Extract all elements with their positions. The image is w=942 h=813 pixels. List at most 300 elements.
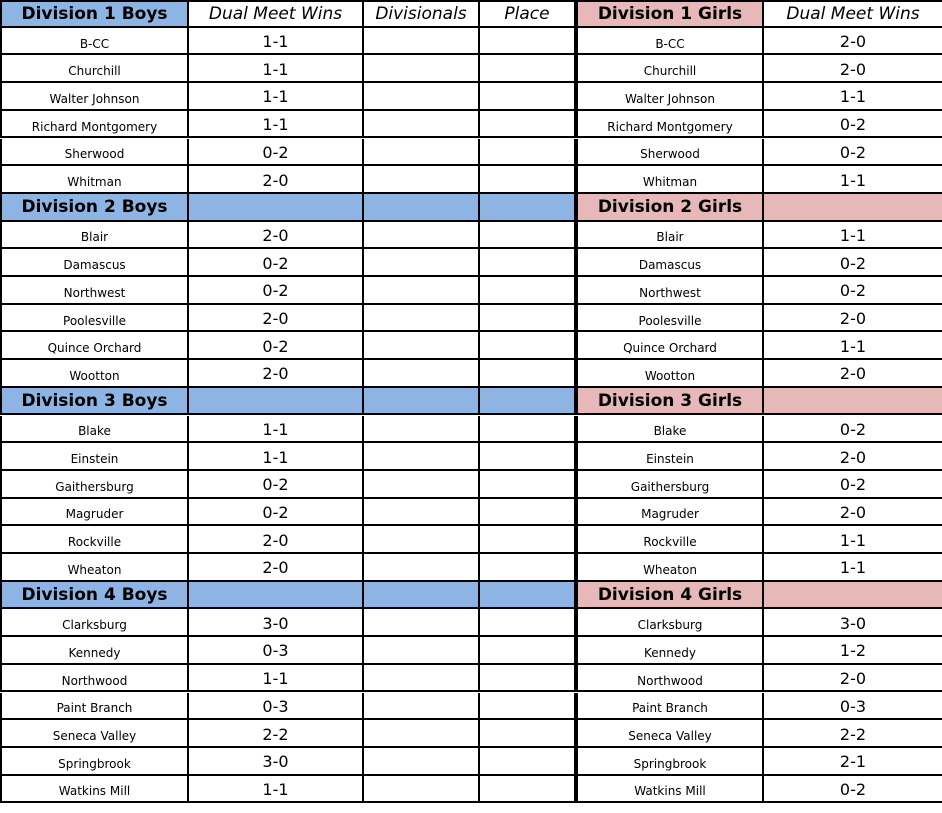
girls-record-cell[interactable] (764, 637, 942, 665)
division-boys-title-text: Division 1 Boys (21, 3, 168, 24)
divisionals-cell[interactable] (364, 443, 480, 471)
divisionals-cell[interactable] (364, 471, 480, 499)
boys-school-cell-text: Rockville (67, 535, 122, 550)
column-header-place[interactable] (480, 0, 578, 28)
boys-record-cell[interactable] (189, 416, 364, 444)
table-row (0, 637, 942, 665)
girls-record-cell-text: 1-1 (839, 170, 867, 190)
girls-school-cell[interactable] (578, 637, 764, 665)
boys-record-cell[interactable] (189, 55, 364, 83)
column-header-divisionals[interactable] (364, 582, 480, 610)
divisionals-cell[interactable] (364, 554, 480, 582)
girls-record-cell-text: 2-2 (839, 724, 867, 744)
girls-record-cell-text: 1-1 (839, 225, 867, 245)
divisionals-cell[interactable] (364, 222, 480, 250)
boys-school-cell[interactable] (0, 637, 189, 665)
boys-record-cell[interactable] (189, 499, 364, 527)
girls-record-cell[interactable] (764, 693, 942, 721)
divisionals-cell[interactable] (364, 28, 480, 56)
boys-record-cell[interactable] (189, 748, 364, 776)
girls-school-cell[interactable] (578, 693, 764, 721)
boys-school-cell[interactable] (0, 332, 189, 360)
girls-school-cell[interactable] (578, 166, 764, 194)
boys-record-cell-text: 1-1 (262, 87, 289, 107)
boys-school-cell-text: B-CC (79, 36, 110, 51)
divisionals-cell[interactable] (364, 111, 480, 139)
place-cell[interactable] (480, 693, 578, 721)
boys-record-cell-text: 2-0 (262, 309, 289, 329)
boys-record-cell[interactable] (189, 332, 364, 360)
girls-school-cell-text: Rockville (643, 535, 697, 550)
boys-school-cell[interactable] (0, 776, 189, 804)
divisionals-cell[interactable] (364, 526, 480, 554)
place-cell[interactable] (480, 609, 578, 637)
boys-school-cell-text: Whitman (67, 175, 122, 190)
girls-school-cell[interactable] (578, 139, 764, 167)
boys-record-cell-text: 0-2 (262, 502, 289, 522)
boys-record-cell[interactable] (189, 222, 364, 250)
girls-record-cell[interactable] (764, 416, 942, 444)
divisionals-cell[interactable] (364, 55, 480, 83)
girls-record-cell[interactable] (764, 554, 942, 582)
boys-record-cell-text: 3-0 (262, 752, 289, 772)
girls-record-cell-text: 0-2 (839, 419, 867, 439)
boys-school-cell-text: Quince Orchard (47, 341, 142, 356)
column-header-dual-meet-wins[interactable] (189, 194, 364, 222)
girls-school-cell[interactable] (578, 55, 764, 83)
column-header-divisionals[interactable] (364, 0, 480, 28)
place-cell[interactable] (480, 332, 578, 360)
girls-school-cell-text: Clarksburg (637, 618, 703, 633)
table-row (0, 111, 942, 139)
place-cell[interactable] (480, 55, 578, 83)
column-header-dual-meet-wins-girls[interactable] (764, 582, 942, 610)
girls-school-cell-text: Richard Montgomery (607, 119, 733, 134)
table-row (0, 28, 942, 56)
boys-school-cell-text: Watkins Mill (58, 784, 131, 799)
girls-school-cell[interactable] (578, 499, 764, 527)
column-header-dual-meet-wins[interactable] (189, 0, 364, 28)
girls-record-cell[interactable] (764, 499, 942, 527)
boys-record-cell-text: 2-0 (262, 170, 289, 190)
boys-record-cell-text: 0-3 (262, 641, 289, 661)
girls-record-cell-text: 0-2 (839, 281, 867, 301)
girls-school-cell-text: Northwood (637, 673, 703, 688)
place-cell[interactable] (480, 416, 578, 444)
table-row (0, 416, 942, 444)
girls-record-cell[interactable] (764, 360, 942, 388)
girls-record-cell[interactable] (764, 332, 942, 360)
boys-school-cell[interactable] (0, 416, 189, 444)
girls-record-cell[interactable] (764, 83, 942, 111)
boys-record-cell-text: 1-1 (262, 115, 289, 135)
table-row (0, 609, 942, 637)
table-row (0, 249, 942, 277)
boys-school-cell[interactable] (0, 139, 189, 167)
place-cell[interactable] (480, 305, 578, 333)
girls-record-cell-text: 2-0 (839, 309, 867, 329)
girls-school-cell[interactable] (578, 28, 764, 56)
table-row (0, 499, 942, 527)
divisionals-cell[interactable] (364, 609, 480, 637)
girls-school-cell[interactable] (578, 111, 764, 139)
boys-school-cell-text: Magruder (65, 507, 124, 522)
girls-record-cell-text: 0-2 (839, 779, 867, 799)
girls-school-cell[interactable] (578, 471, 764, 499)
place-cell[interactable] (480, 249, 578, 277)
division-boys-title[interactable] (0, 388, 189, 416)
girls-school-cell[interactable] (578, 277, 764, 305)
boys-record-cell-text: 0-2 (262, 253, 289, 273)
girls-record-cell[interactable] (764, 55, 942, 83)
girls-record-cell-text: 0-2 (839, 475, 867, 495)
boys-school-cell[interactable] (0, 360, 189, 388)
divisionals-cell[interactable] (364, 305, 480, 333)
divisionals-cell[interactable] (364, 249, 480, 277)
divisionals-cell[interactable] (364, 277, 480, 305)
divisionals-cell[interactable] (364, 166, 480, 194)
division-girls-title[interactable] (578, 582, 764, 610)
girls-record-cell-text: 1-1 (839, 87, 867, 107)
girls-record-cell[interactable] (764, 665, 942, 693)
girls-school-cell-text: Damascus (638, 258, 702, 273)
girls-school-cell-text: Quince Orchard (623, 341, 717, 356)
column-header-place[interactable] (480, 194, 578, 222)
boys-record-cell[interactable] (189, 139, 364, 167)
boys-school-cell-text: Northwest (63, 285, 126, 300)
girls-record-cell-text: 0-2 (839, 115, 867, 135)
place-cell[interactable] (480, 166, 578, 194)
girls-school-cell[interactable] (578, 554, 764, 582)
divisionals-cell[interactable] (364, 139, 480, 167)
divisionals-cell[interactable] (364, 83, 480, 111)
girls-record-cell[interactable] (764, 139, 942, 167)
division-header-row (0, 194, 942, 222)
division-girls-title[interactable] (578, 194, 764, 222)
table-row (0, 139, 942, 167)
column-header-dual-meet-wins[interactable] (189, 388, 364, 416)
division-header-row (0, 388, 942, 416)
table-row (0, 443, 942, 471)
girls-record-cell-text: 2-0 (839, 59, 867, 79)
boys-record-cell[interactable] (189, 249, 364, 277)
boys-school-cell-text: Wheaton (67, 562, 122, 577)
place-cell[interactable] (480, 665, 578, 693)
boys-record-cell-text: 0-2 (262, 475, 289, 495)
table-row (0, 166, 942, 194)
boys-school-cell[interactable] (0, 526, 189, 554)
boys-record-cell-text: 0-3 (262, 696, 289, 716)
place-cell[interactable] (480, 360, 578, 388)
girls-school-cell[interactable] (578, 776, 764, 804)
boys-record-cell-text: 0-2 (262, 281, 289, 301)
girls-record-cell-text: 2-0 (839, 669, 867, 689)
boys-record-cell-text: 3-0 (262, 613, 289, 633)
girls-record-cell-text: 1-1 (839, 336, 867, 356)
divisionals-cell[interactable] (364, 499, 480, 527)
place-cell[interactable] (480, 554, 578, 582)
girls-record-cell[interactable] (764, 222, 942, 250)
boys-record-cell[interactable] (189, 776, 364, 804)
girls-school-cell[interactable] (578, 526, 764, 554)
girls-school-cell[interactable] (578, 360, 764, 388)
divisionals-cell[interactable] (364, 748, 480, 776)
boys-record-cell[interactable] (189, 277, 364, 305)
boys-record-cell[interactable] (189, 526, 364, 554)
boys-school-cell[interactable] (0, 277, 189, 305)
place-cell[interactable] (480, 277, 578, 305)
boys-school-cell[interactable] (0, 499, 189, 527)
boys-record-cell-text: 1-1 (262, 59, 289, 79)
boys-school-cell[interactable] (0, 305, 189, 333)
divisionals-cell[interactable] (364, 637, 480, 665)
boys-school-cell-text: Paint Branch (56, 701, 133, 716)
table-row (0, 693, 942, 721)
girls-record-cell[interactable] (764, 748, 942, 776)
table-row (0, 554, 942, 582)
boys-record-cell-text: 1-1 (262, 447, 289, 467)
divisionals-cell[interactable] (364, 693, 480, 721)
column-header-dual-meet-wins-girls[interactable] (764, 388, 942, 416)
boys-record-cell[interactable] (189, 443, 364, 471)
boys-school-cell[interactable] (0, 471, 189, 499)
boys-school-cell[interactable] (0, 443, 189, 471)
place-cell[interactable] (480, 111, 578, 139)
girls-school-cell-text: Wootton (644, 368, 696, 383)
boys-school-cell-text: Sherwood (64, 147, 125, 162)
girls-record-cell[interactable] (764, 28, 942, 56)
boys-record-cell[interactable] (189, 360, 364, 388)
girls-record-cell-text: 2-0 (839, 502, 867, 522)
girls-record-cell-text: 2-1 (839, 752, 867, 772)
boys-record-cell[interactable] (189, 554, 364, 582)
boys-school-cell-text: Einstein (70, 452, 119, 467)
boys-record-cell[interactable] (189, 83, 364, 111)
boys-record-cell[interactable] (189, 166, 364, 194)
boys-record-cell[interactable] (189, 693, 364, 721)
boys-school-cell-text: Wootton (69, 368, 120, 383)
place-cell[interactable] (480, 222, 578, 250)
division-boys-title[interactable] (0, 582, 189, 610)
girls-record-cell-text: 1-1 (839, 558, 867, 578)
boys-record-cell-text: 1-1 (262, 419, 289, 439)
girls-record-cell-text: 1-1 (839, 530, 867, 550)
place-cell[interactable] (480, 471, 578, 499)
boys-record-cell-text: 1-1 (262, 32, 289, 52)
table-row (0, 222, 942, 250)
girls-record-cell[interactable] (764, 277, 942, 305)
boys-school-cell-text: Richard Montgomery (31, 119, 158, 134)
girls-record-cell-text: 3-0 (839, 613, 867, 633)
place-cell[interactable] (480, 748, 578, 776)
table-row (0, 55, 942, 83)
girls-record-cell-text: 0-3 (839, 696, 867, 716)
division-girls-title-text: Division 4 Girls (597, 584, 743, 605)
boys-record-cell[interactable] (189, 111, 364, 139)
girls-school-cell[interactable] (578, 416, 764, 444)
column-header-divisionals[interactable] (364, 388, 480, 416)
girls-school-cell-text: B-CC (655, 36, 685, 51)
boys-school-cell-text: Poolesville (63, 313, 126, 328)
girls-record-cell-text: 2-0 (839, 447, 867, 467)
boys-school-cell-text: Kennedy (68, 645, 121, 660)
boys-school-cell[interactable] (0, 111, 189, 139)
place-cell[interactable] (480, 526, 578, 554)
boys-school-cell[interactable] (0, 748, 189, 776)
divisionals-cell[interactable] (364, 360, 480, 388)
girls-record-cell[interactable] (764, 526, 942, 554)
divisionals-cell[interactable] (364, 776, 480, 804)
column-header-dual-meet-wins-girls[interactable] (764, 0, 942, 28)
girls-school-cell-text: Poolesville (638, 313, 702, 328)
girls-record-cell[interactable] (764, 776, 942, 804)
column-header-dual-meet-wins[interactable] (189, 582, 364, 610)
girls-school-cell[interactable] (578, 665, 764, 693)
girls-record-cell[interactable] (764, 305, 942, 333)
column-header-divisionals-text: Divisionals (375, 3, 467, 24)
girls-school-cell-text: Springbrook (633, 756, 707, 771)
table-row (0, 776, 942, 804)
girls-school-cell-text: Northwest (639, 285, 701, 300)
column-header-dual-meet-wins-girls-text: Dual Meet Wins (786, 3, 920, 24)
girls-school-cell[interactable] (578, 222, 764, 250)
boys-school-cell[interactable] (0, 609, 189, 637)
boys-school-cell-text: Northwood (61, 673, 128, 688)
divisionals-cell[interactable] (364, 665, 480, 693)
place-cell[interactable] (480, 776, 578, 804)
divisionals-cell[interactable] (364, 720, 480, 748)
division-boys-title[interactable] (0, 194, 189, 222)
division-girls-title-text: Division 3 Girls (597, 390, 743, 411)
girls-school-cell-text: Gaithersburg (630, 479, 710, 494)
boys-school-cell[interactable] (0, 166, 189, 194)
place-cell[interactable] (480, 83, 578, 111)
girls-school-cell[interactable] (578, 443, 764, 471)
column-header-place-text: Place (504, 3, 550, 24)
girls-school-cell-text: Magruder (641, 507, 699, 522)
boys-record-cell[interactable] (189, 720, 364, 748)
girls-school-cell[interactable] (578, 609, 764, 637)
table-row (0, 277, 942, 305)
girls-record-cell[interactable] (764, 111, 942, 139)
column-header-dual-meet-wins-text: Dual Meet Wins (208, 3, 343, 24)
boys-record-cell-text: 2-0 (262, 225, 289, 245)
boys-record-cell-text: 0-2 (262, 336, 289, 356)
girls-school-cell-text: Blair (656, 230, 684, 245)
girls-school-cell[interactable] (578, 83, 764, 111)
girls-record-cell[interactable] (764, 471, 942, 499)
division-header-row (0, 0, 942, 28)
girls-school-cell-text: Blake (653, 424, 687, 439)
boys-school-cell[interactable] (0, 554, 189, 582)
place-cell[interactable] (480, 637, 578, 665)
girls-record-cell[interactable] (764, 166, 942, 194)
boys-school-cell[interactable] (0, 222, 189, 250)
division-girls-title[interactable] (578, 0, 764, 28)
column-header-place[interactable] (480, 582, 578, 610)
boys-record-cell[interactable] (189, 665, 364, 693)
table-row (0, 83, 942, 111)
division-boys-title-text: Division 2 Boys (21, 196, 168, 217)
boys-record-cell[interactable] (189, 471, 364, 499)
girls-school-cell[interactable] (578, 332, 764, 360)
table-row (0, 332, 942, 360)
girls-record-cell-text: 0-2 (839, 142, 867, 162)
girls-school-cell-text: Kennedy (644, 645, 696, 660)
boys-record-cell[interactable] (189, 305, 364, 333)
table-row (0, 360, 942, 388)
girls-school-cell-text: Sherwood (640, 147, 700, 162)
girls-record-cell[interactable] (764, 609, 942, 637)
girls-school-cell-text: Einstein (646, 452, 694, 467)
boys-school-cell-text: Damascus (63, 258, 126, 273)
boys-record-cell[interactable] (189, 637, 364, 665)
boys-record-cell[interactable] (189, 609, 364, 637)
boys-record-cell-text: 1-1 (262, 669, 289, 689)
girls-school-cell[interactable] (578, 305, 764, 333)
boys-school-cell[interactable] (0, 249, 189, 277)
column-header-place[interactable] (480, 388, 578, 416)
boys-record-cell-text: 0-2 (262, 142, 289, 162)
place-cell[interactable] (480, 499, 578, 527)
boys-school-cell[interactable] (0, 665, 189, 693)
boys-school-cell[interactable] (0, 693, 189, 721)
boys-school-cell[interactable] (0, 720, 189, 748)
place-cell[interactable] (480, 720, 578, 748)
place-cell[interactable] (480, 139, 578, 167)
division-girls-title[interactable] (578, 388, 764, 416)
column-header-divisionals[interactable] (364, 194, 480, 222)
boys-school-cell[interactable] (0, 55, 189, 83)
girls-school-cell[interactable] (578, 249, 764, 277)
divisionals-cell[interactable] (364, 332, 480, 360)
division-boys-title[interactable] (0, 0, 189, 28)
boys-school-cell[interactable] (0, 28, 189, 56)
table-row (0, 305, 942, 333)
girls-school-cell-text: Churchill (643, 64, 697, 79)
boys-school-cell-text: Gaithersburg (55, 479, 134, 494)
place-cell[interactable] (480, 28, 578, 56)
girls-record-cell[interactable] (764, 720, 942, 748)
place-cell[interactable] (480, 443, 578, 471)
table-row (0, 665, 942, 693)
girls-school-cell-text: Whitman (642, 175, 698, 190)
girls-record-cell-text: 2-0 (839, 32, 867, 52)
division-girls-title-text: Division 2 Girls (597, 196, 743, 217)
girls-record-cell[interactable] (764, 443, 942, 471)
girls-school-cell-text: Watkins Mill (634, 784, 706, 799)
girls-record-cell[interactable] (764, 249, 942, 277)
divisionals-cell[interactable] (364, 416, 480, 444)
boys-record-cell-text: 2-0 (262, 530, 289, 550)
table-row (0, 748, 942, 776)
division-header-row (0, 582, 942, 610)
girls-school-cell-text: Wheaton (643, 562, 697, 577)
girls-school-cell-text: Seneca Valley (628, 729, 712, 744)
girls-record-cell-text: 1-2 (839, 641, 867, 661)
girls-school-cell[interactable] (578, 720, 764, 748)
girls-school-cell[interactable] (578, 748, 764, 776)
table-row (0, 720, 942, 748)
boys-school-cell-text: Blake (78, 424, 111, 439)
girls-school-cell-text: Paint Branch (632, 701, 708, 716)
boys-record-cell[interactable] (189, 28, 364, 56)
table-row (0, 526, 942, 554)
column-header-dual-meet-wins-girls[interactable] (764, 194, 942, 222)
girls-record-cell-text: 0-2 (839, 253, 867, 273)
boys-school-cell[interactable] (0, 83, 189, 111)
table-row (0, 471, 942, 499)
